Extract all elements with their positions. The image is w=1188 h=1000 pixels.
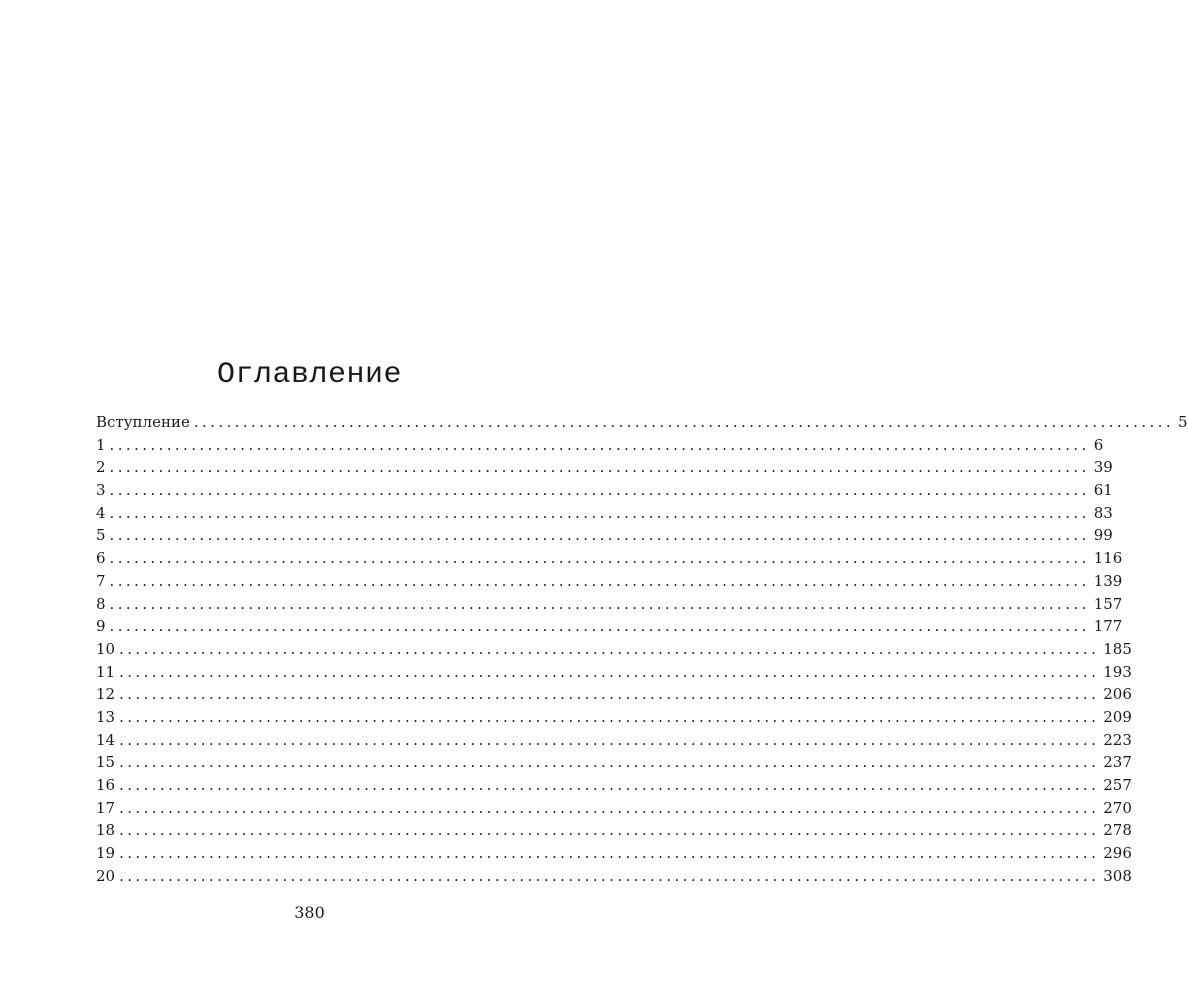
toc-entry-label: 1 [96,435,106,454]
dot-leader: ........................................................................................................................ [119,685,1100,704]
toc-entry-label: 8 [96,594,106,613]
dot-leader: ........................................................................................................................ [119,707,1100,726]
toc-entry-label: 12 [96,685,116,704]
dot-leader: ........................................................................................................................ [193,413,1174,431]
toc-entry-page: 308 [1103,866,1132,885]
toc-entry-label: 3 [96,481,106,500]
toc-entry [96,615,1123,638]
toc-title: Оглавление [216,358,403,392]
toc-entry-label: 6 [96,549,106,568]
dot-leader: ........................................................................................................................ [119,844,1100,863]
toc-entry [96,797,1132,820]
toc-entry-page: 185 [1103,639,1132,658]
toc-entry [96,706,1132,729]
toc-entry [96,774,1132,797]
toc-entry-page: 61 [1093,481,1113,500]
toc-entry-page: 116 [1093,549,1123,568]
toc-entry-label: 2 [96,458,106,477]
toc-entry-label: 11 [96,662,116,681]
toc-entry-label: 15 [96,753,116,772]
toc-entry [96,593,1123,616]
toc-entry-label: 14 [96,730,116,749]
toc-entry-label: 18 [96,821,116,840]
toc-entry-page: 157 [1093,594,1123,613]
toc-entry-page: 257 [1103,776,1132,794]
toc-entry-page: 39 [1093,458,1113,477]
toc-entry [96,819,1132,842]
dot-leader: ........................................................................................................................ [109,526,1090,545]
toc-entry-page: 278 [1103,821,1132,840]
toc-entry [96,865,1132,888]
toc-entry [96,479,1113,502]
toc-entry-page: 206 [1103,685,1132,704]
toc-entry-page: 6 [1093,435,1104,454]
dot-leader: ........................................................................................................................ [109,458,1090,477]
toc-entry [96,842,1132,865]
dot-leader: ........................................................................................................................ [109,503,1090,522]
toc-entry-page: 237 [1103,753,1132,772]
toc-entry-label: 13 [96,707,116,726]
page-number: 380 [294,903,325,922]
toc-entry-label: 10 [96,639,116,658]
toc-entry-page: 83 [1093,503,1113,522]
dot-leader: ........................................................................................................................ [119,821,1100,840]
toc-entry-page: 5 [1178,413,1188,431]
dot-leader: ........................................................................................................................ [109,549,1090,568]
toc-entry [96,661,1132,684]
toc-entry-label: 16 [96,776,116,794]
toc-entry-label: 4 [96,503,106,522]
toc-entry-label: 20 [96,866,116,885]
toc-entry-label: 5 [96,526,106,545]
toc-entry [96,456,1113,479]
toc-entry [96,638,1132,661]
toc-entry-page: 209 [1103,707,1132,726]
dot-leader: ........................................................................................................................ [109,571,1090,590]
toc-entry [96,570,1123,593]
toc-entry-label: Вступление [96,413,190,431]
dot-leader: ........................................................................................................................ [109,594,1090,613]
toc-entry-label: 7 [96,571,106,590]
toc-entry-page: 270 [1103,798,1132,817]
toc-entry-label: 9 [96,617,106,636]
dot-leader: ........................................................................................................................ [119,866,1100,885]
dot-leader: ........................................................................................................................ [119,798,1100,817]
dot-leader: ........................................................................................................................ [119,662,1100,681]
dot-leader: ........................................................................................................................ [119,753,1100,772]
toc-entry [96,524,1113,547]
dot-leader: ........................................................................................................................ [119,776,1100,794]
toc-entry-page: 193 [1103,662,1132,681]
dot-leader: ........................................................................................................................ [109,481,1090,500]
toc-entry [96,502,1113,525]
toc-entry-label: 19 [96,844,116,863]
toc-entry-page: 177 [1093,617,1123,636]
toc-entry [96,434,1104,457]
toc-entry-page: 99 [1093,526,1113,545]
toc-list [96,411,1188,887]
dot-leader: ........................................................................................................................ [119,730,1100,749]
toc-entry-page: 296 [1103,844,1132,863]
toc-entry-label: 17 [96,798,116,817]
dot-leader: ........................................................................................................................ [109,435,1090,454]
toc-entry [96,547,1123,570]
toc-entry [96,751,1132,774]
toc-entry [96,729,1132,752]
dot-leader: ........................................................................................................................ [109,617,1090,636]
toc-entry [96,683,1132,706]
toc-entry-page: 223 [1103,730,1132,749]
toc-entry [96,411,1188,434]
toc-entry-page: 139 [1093,571,1123,590]
dot-leader: ........................................................................................................................ [119,639,1100,658]
